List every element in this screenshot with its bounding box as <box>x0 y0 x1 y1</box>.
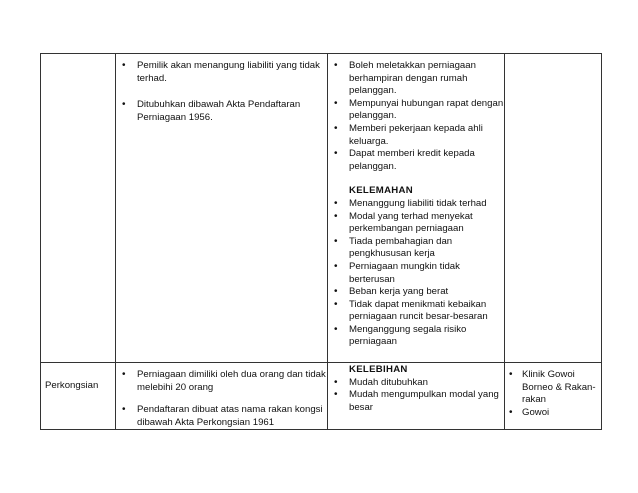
row1-type-cell <box>41 54 116 363</box>
list-item: • Mudah mengumpulkan modal yang besar <box>328 389 504 414</box>
kelebihan-heading: KELEBIHAN <box>349 364 408 375</box>
list-item: • Boleh meletakkan perniagaan berhampiran dengan rumah pelanggan. <box>328 60 504 98</box>
row1-kelebihan-list <box>328 60 504 173</box>
list-item: • Mempunyai hubungan rapat dengan pelanggan. <box>328 98 504 123</box>
kelemahan-heading: KELEMAHAN <box>349 185 413 197</box>
list-item: • Ditubuhkan dibawah Akta Pendaftaran Perniagaan 1956. <box>116 99 327 124</box>
list-item: • Menganggung segala risiko perniagaan <box>328 324 504 349</box>
list-item: • Modal yang terhad menyekat perkembangan perniagaan <box>328 211 504 236</box>
row2-ciri-cell <box>116 363 328 430</box>
list-item: • Perniagaan mungkin tidak berterusan <box>328 261 504 286</box>
table-row <box>41 363 602 430</box>
row2-type-cell <box>41 363 116 430</box>
row2-kelebihan-cell <box>328 363 505 430</box>
row1-kelemahan-list <box>328 198 504 349</box>
row1-kelebihan-cell <box>328 54 505 363</box>
row2-contoh-cell <box>505 363 602 430</box>
business-types-table <box>40 53 602 430</box>
list-item: • Tidak dapat menikmati kebaikan perniagaan runcit besar-besaran <box>328 299 504 324</box>
row2-kelebihan-list <box>328 377 504 415</box>
row1-ciri-list <box>116 60 327 124</box>
table-row <box>41 54 602 363</box>
list-item: • Perniagaan dimiliki oleh dua orang dan tidak melebihi 20 orang <box>116 369 327 394</box>
list-item: • Tiada pembahagian dan pengkhususan kerja <box>328 236 504 261</box>
row2-ciri-list <box>116 369 327 429</box>
list-item: • Menanggung liabiliti tidak terhad <box>328 198 504 211</box>
business-type-label: Perkongsian <box>45 380 99 391</box>
row1-contoh-cell <box>505 54 602 363</box>
list-item: • Pemilik akan menangung liabiliti yang tidak terhad. <box>116 60 327 85</box>
row2-contoh-list <box>505 369 601 419</box>
list-item: • Memberi pekerjaan kepada ahli keluarga. <box>328 123 504 148</box>
row1-ciri-cell <box>116 54 328 363</box>
list-item: • Mudah ditubuhkan <box>328 377 504 390</box>
list-item: • Pendaftaran dibuat atas nama rakan kongsi dibawah Akta Perkongsian 1961 <box>116 404 327 429</box>
list-item: • Dapat memberi kredit kepada pelanggan. <box>328 148 504 173</box>
list-item: • Klinik Gowoi Borneo & Rakan-rakan <box>505 369 601 407</box>
list-item: • Beban kerja yang berat <box>328 286 504 299</box>
list-item: • Gowoi <box>505 407 601 420</box>
